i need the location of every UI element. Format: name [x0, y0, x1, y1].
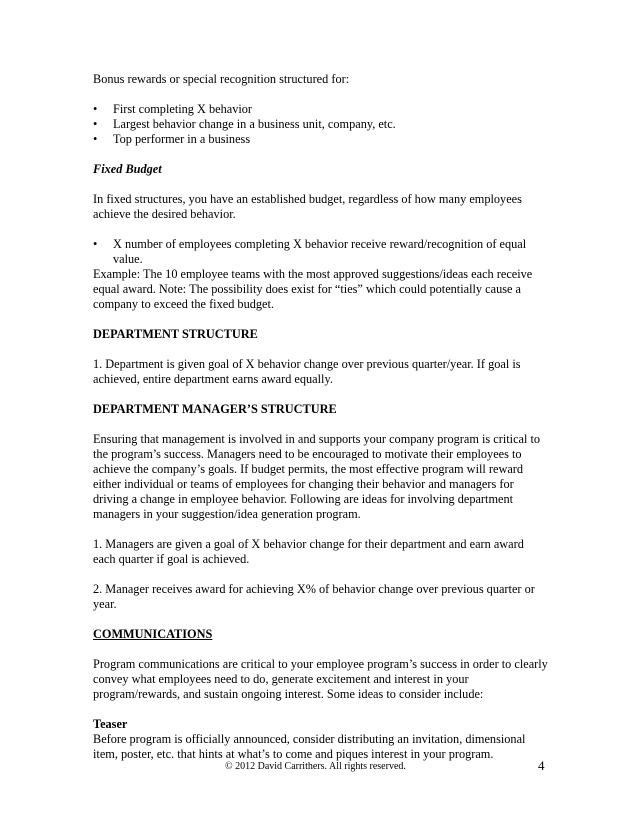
manager-structure-item-1: 1. Managers are given a goal of X behavior change for their department and earn award each quarter if goal is achieved. — [93, 537, 524, 566]
list-item: • First completing X behavior — [93, 102, 253, 116]
teaser-paragraph: Before program is officially announced, consider distributing an invitation, dimensional item, poster, etc. that hints at what’s to come and piques interest in your program. — [93, 732, 526, 761]
department-structure-heading: DEPARTMENT STRUCTURE — [93, 327, 258, 341]
intro-text: Bonus rewards or special recognition structured for: — [93, 72, 350, 86]
footer-copyright: © 2012 David Carrithers. All rights reserved. — [225, 761, 406, 772]
bullet-icon: • — [93, 102, 98, 116]
list-item: • Top performer in a business — [93, 132, 251, 146]
fixed-budget-paragraph: In fixed structures, you have an established budget, regardless of how many employees achieve the desired behavior. — [93, 192, 522, 221]
communications-heading: COMMUNICATIONS — [93, 627, 213, 641]
bullet-icon: • — [93, 117, 98, 131]
manager-structure-paragraph: Ensuring that management is involved in and supports your company program is critical to the program’s success. Managers need to be encouraged to motivate their employees to achieve the company’s goals. If budget permits, the most effective program will reward either individual or teams of employees for changing their behavior and managers for driving a change in employee behavior. Following are ideas for involving department managers in your suggestion/idea generation program. — [93, 432, 541, 521]
page-content — [93, 72, 548, 762]
fixed-budget-bullet-list — [93, 237, 548, 267]
rewards-bullet-list — [93, 102, 548, 147]
list-item: • Largest behavior change in a business unit, company, etc. — [93, 117, 396, 131]
department-structure-item-1: 1. Department is given goal of X behavior change over previous quarter/year. If goal is achieved, entire department earns award equally. — [93, 357, 521, 386]
bullet-icon: • — [93, 237, 98, 251]
fixed-budget-example: Example: The 10 employee teams with the most approved suggestions/ideas each receive equal award. Note: The possibility does exist for “ties” which could potentially cause a company to exceed the fixed budget. — [93, 267, 533, 311]
list-item: • X number of employees completing X behavior receive reward/recognition of equal value. — [93, 237, 527, 266]
communications-paragraph: Program communications are critical to your employee program’s success in order to clearly convey what employees need to do, generate excitement and interest in your program/rewards, and sustain ongoing interest. Some ideas to consider include: — [93, 657, 548, 701]
fixed-budget-heading: Fixed Budget — [93, 162, 162, 176]
bullet-icon: • — [93, 132, 98, 146]
manager-structure-heading: DEPARTMENT MANAGER’S STRUCTURE — [93, 402, 337, 416]
manager-structure-item-2: 2. Manager receives award for achieving X% of behavior change over previous quarter or year. — [93, 582, 535, 611]
page-number: 4 — [538, 758, 545, 773]
teaser-heading: Teaser — [93, 717, 128, 731]
